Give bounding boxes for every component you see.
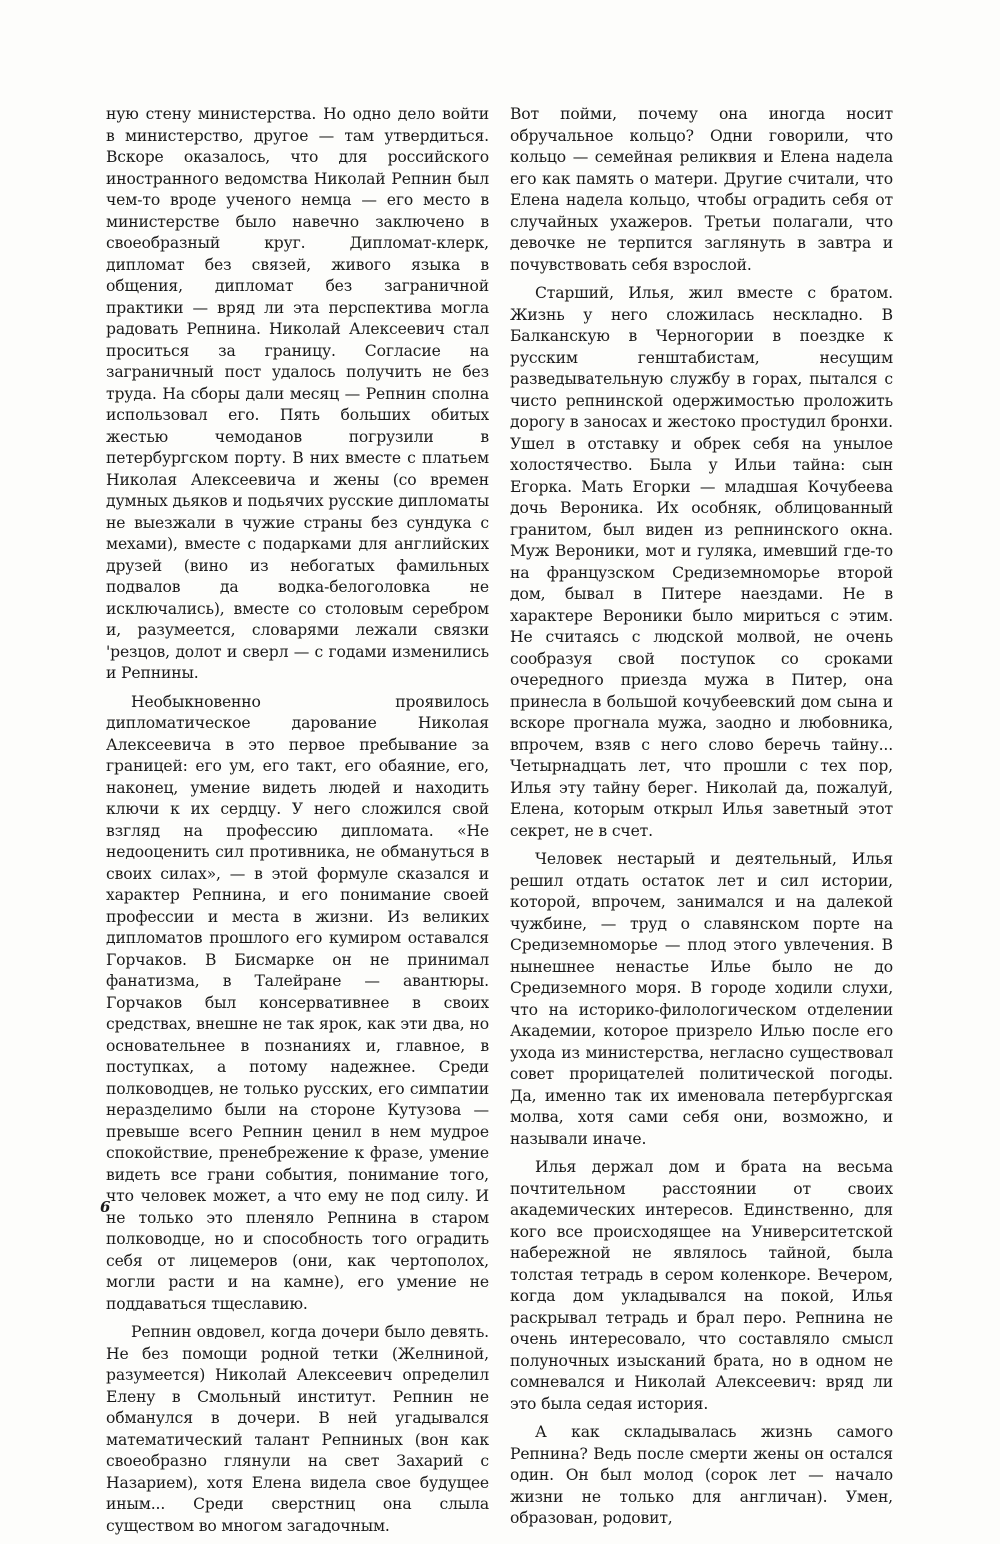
paragraph: ную стену министерства. Но одно дело войти в министерство, другое — там утвердиться. Вскоре оказалось, что для российского иностранного ведомства Николай Репнин был чем-то вроде ученого немца — его место в министерстве было навечно заключено в своеобразный круг. Дипломат-клерк, дипломат без связей, живого языка в общения, дипломат без заграничной практики — вряд ли эта перспектива могла радовать Репнина. Николай Алексеевич стал проситься за границу. Согласие на заграничный пост удалось получить не без труда. На сборы дали месяц — Репнин сполна использовал его. Пять больших обитых жестью чемоданов погрузили в петербургском порту. В них вместе с платьем Николая Алексеевича и жены (со времен думных дьяков и подьячих русские дипломаты не выезжали в чужие страны без сундука с мехами), вместе с подарками для английских друзей (вино из небогатых фамильных подвалов да водка-белоголовка не исключались), вместе со столовым серебром и, разумеется, словарями лежали связки 'резцов, долот и сверл — с годами изменились и Репнины. [106, 105, 489, 682]
left-column [106, 104, 489, 1544]
page-number: 6 [100, 1198, 111, 1216]
paragraph: Необыкновенно проявилось дипломатическое дарование Николая Алексеевича в это первое пребывание за границей: его ум, его такт, его обаяние, его, наконец, умение видеть людей и находить ключи к их сердцу. У него сложился свой взгляд на профессию дипломата. «Не недооценить сил противника, не обмануться в своих силах», — в этой формуле сказался и характер Репнина, и его понимание своей профессии и места в жизни. Из великих дипломатов прошлого его кумиром оставался Горчаков. В Бисмарке он не принимал фанатизма, в Талейране — авантюры. Горчаков был консервативнее в своих средствах, внешне не так ярок, как эти два, но основательнее в познаниях и, главное, в поступках, а потому надежнее. Среди полководцев, не только русских, его симпатии неразделимо были на стороне Кутузова — превыше всего Репнин ценил в нем мудрое спокойствие, пренебрежение к фразе, умение видеть все грани события, понимание того, что человек может, а что ему не под силу. И не только это пленяло Репнина в старом полководце, но и способность того оградить себя от лицемеров (они, как чертополох, могли расти и на камне), его умение не поддаваться тщеславию. [106, 692, 489, 1313]
right-column [510, 104, 893, 1537]
paragraph: Вот пойми, почему она иногда носит обручальное кольцо? Одни говорили, что кольцо — семейная реликвия и Елена надела его как память о матери. Другие считали, что Елена надела кольцо, чтобы оградить себя от случайных ухажеров. Третьи полагали, что девочке не терпится заглянуть в завтра и почувствовать себя взрослой. [510, 105, 893, 274]
paragraph: А как складывалась жизнь самого Репнина? Ведь после смерти жены он остался один. Он был молод (сорок лет — начало жизни не только для англичан). Умен, образован, родовит, [510, 1423, 893, 1527]
paragraph: Репнин овдовел, когда дочери было девять. Не без помощи родной тетки (Желниной, разумеется) Николай Алексеевич определил Елену в Смольный институт. Репнин не обманулся в дочери. В ней угадывался математический талант Репниных (вон как своеобразно глянули на свет Захарий с Назарием), хотя Елена видела свое будущее иным... Среди сверстниц она слыла существом во многом загадочным. [106, 1323, 489, 1535]
paragraph: Старший, Илья, жил вместе с братом. Жизнь у него сложилась нескладно. В Балканскую в Черногории в поездке к русским генштабистам, несущим разведывательную службу в горах, пытался с чисто репнинской одержимостью проложить дорогу в заносах и жестоко простудил бронхи. Ушел в отставку и обрек себя на унылое холостячество. Была у Ильи тайна: сын Егорка. Мать Егорки — младшая Кочубеева дочь Вероника. Их особняк, облицованный гранитом, был виден из репнинского окна. Муж Вероники, мот и гуляка, имевший где-то на французском Средиземноморье второй дом, бывал в Питере наездами. Не в характере Вероники было мириться с этим. Не считаясь с людской молвой, не очень сообразуя свой поступок со сроками очередного приезда мужа в Питер, она принесла в большой кочубеевский дом сына и вскоре прогнала мужа, заодно и любовника, впрочем, взяв с него слово беречь тайну... Четырнадцать лет, что прошли с тех пор, Илья эту тайну берег. Николай да, пожалуй, Елена, которым открыл Илья заветный этот секрет, не в счет. [510, 284, 893, 840]
paragraph: Илья держал дом и брата на весьма почтительном расстоянии от своих академических интересов. Единственно, для кого все происходящее на Университетской набережной не являлось тайной, была толстая тетрадь в сером коленкоре. Вечером, когда дом укладывался на покой, Илья раскрывал тетрадь и брал перо. Репнина не очень интересовало, что составляло смысл полуночных изысканий брата, но в одном не сомневался и Николай Алексеевич: вряд ли это была седая история. [510, 1158, 893, 1413]
paragraph: Человек нестарый и деятельный, Илья решил отдать остаток лет и сил истории, которой, впрочем, занимался и на далекой чужбине, — труд о славянском порте на Средиземноморье — плод этого увлечения. В нынешнее ненастье Илье было не до Средиземного моря. В городе ходили слухи, что на историко-филологическом отделении Академии, которое призрело Илью после его ухода из министерства, негласно существовал совет прорицателей политической погоды. Да, именно так их именовала петербургская молва, хотя сами себя они, возможно, и называли иначе. [510, 850, 893, 1148]
